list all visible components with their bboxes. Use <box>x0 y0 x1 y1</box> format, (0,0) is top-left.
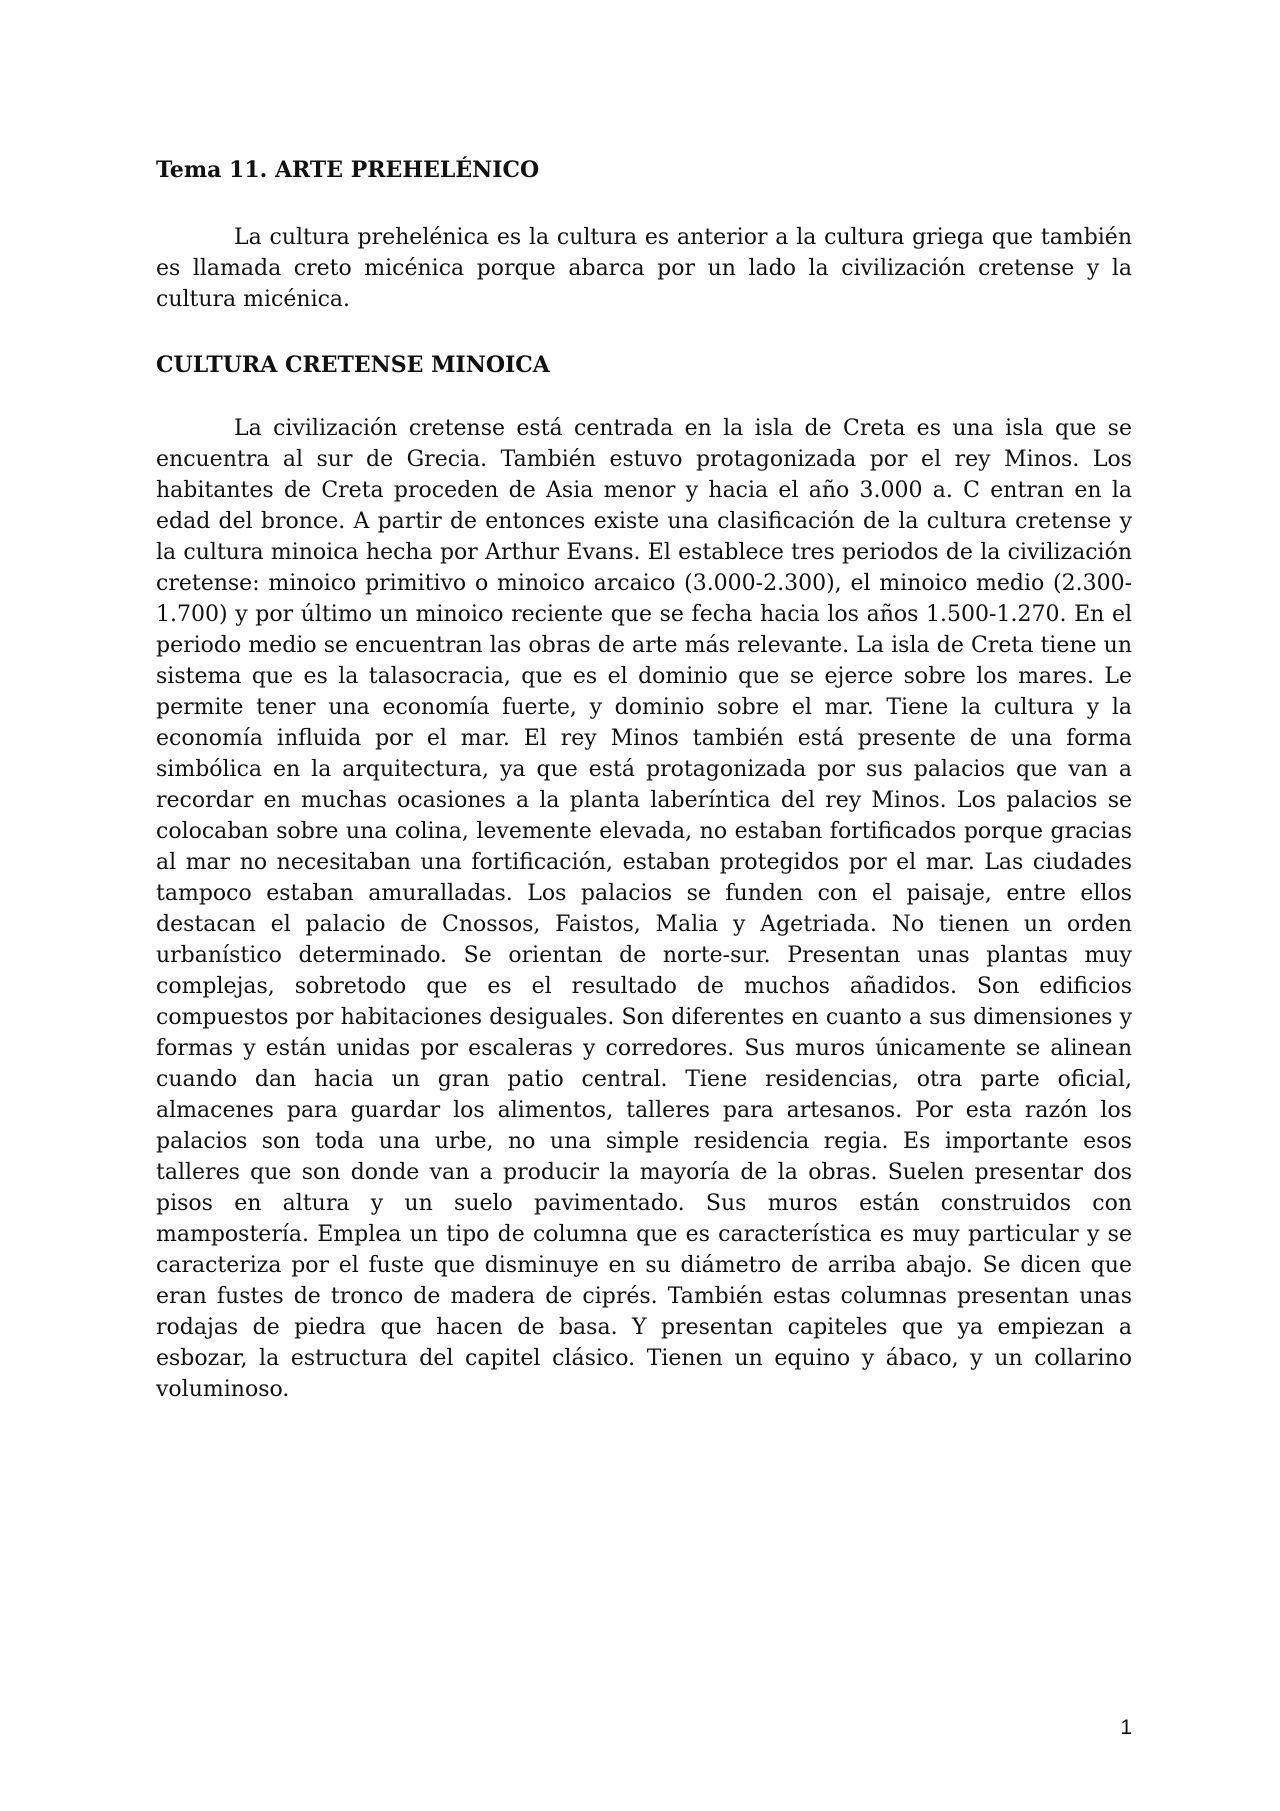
document-body <box>156 154 1132 1405</box>
section-title: CULTURA CRETENSE MINOICA <box>156 352 550 378</box>
intro-paragraph: La cultura prehelénica es la cultura es anterior a la cultura griega que también es llamada creto micénica porque abarca por un lado la civilización cretense y la cultura micénica. <box>156 225 1132 312</box>
section-paragraph: La civilización cretense está centrada en la isla de Creta es una isla que se encuentra al sur de Grecia. También estuvo protagonizada por el rey Minos. Los habitantes de Creta proceden de Asia menor y hacia el año 3.000 a. C entran en la edad del bronce. A partir de entonces existe una clasificación de la cultura cretense y la cultura minoica hecha por Arthur Evans. El establece tres periodos de la civilización cretense: minoico primitivo o minoico arcaico (3.000-2.300), el minoico medio (2.300-1.700) y por último un minoico reciente que se fecha hacia los años 1.500-1.270. En el periodo medio se encuentran las obras de arte más relevante. La isla de Creta tiene un sistema que es la talasocracia, que es el dominio que se ejerce sobre los mares. Le permite tener una economía fuerte, y dominio sobre el mar. Tiene la cultura y la economía influida por el mar. El rey Minos también está presente de una forma simbólica en la arquitectura, ya que está protagonizada por sus palacios que van a recordar en muchas ocasiones a la planta laberíntica del rey Minos. Los palacios se colocaban sobre una colina, levemente elevada, no estaban fortificados porque gracias al mar no necesitaban una fortificación, estaban protegidos por el mar. Las ciudades tampoco estaban amuralladas. Los palacios se funden con el paisaje, entre ellos destacan el palacio de Cnossos, Faistos, Malia y Agetriada. No tienen un orden urbanístico determinado. Se orientan de norte-sur. Presentan unas plantas muy complejas, sobretodo que es el resultado de muchos añadidos. Son edificios compuestos por habitaciones desiguales. Son diferentes en cuanto a sus dimensiones y formas y están unidas por escaleras y corredores. Sus muros únicamente se alinean cuando dan hacia un gran patio central. Tiene residencias, otra parte oficial, almacenes para guardar los alimentos, talleres para artesanos. Por esta razón los palacios son toda una urbe, no una simple residencia regia. Es importante esos talleres que son donde van a producir la mayoría de la obras. Suelen presentar dos pisos en altura y un suelo pavimentado. Sus muros están construidos con mampostería. Emplea un tipo de columna que es característica es muy particular y se caracteriza por el fuste que disminuye en su diámetro de arriba abajo. Se dicen que eran fustes de tronco de madera de ciprés. También estas columnas presentan unas rodajas de piedra que hacen de basa. Y presentan capiteles que ya empiezan a esbozar, la estructura del capitel clásico. Tienen un equino y ábaco, y un collarino voluminoso. <box>156 416 1132 1402</box>
page-number: 1 <box>1120 1716 1132 1739</box>
page-title: Tema 11. ARTE PREHELÉNICO <box>156 157 540 183</box>
